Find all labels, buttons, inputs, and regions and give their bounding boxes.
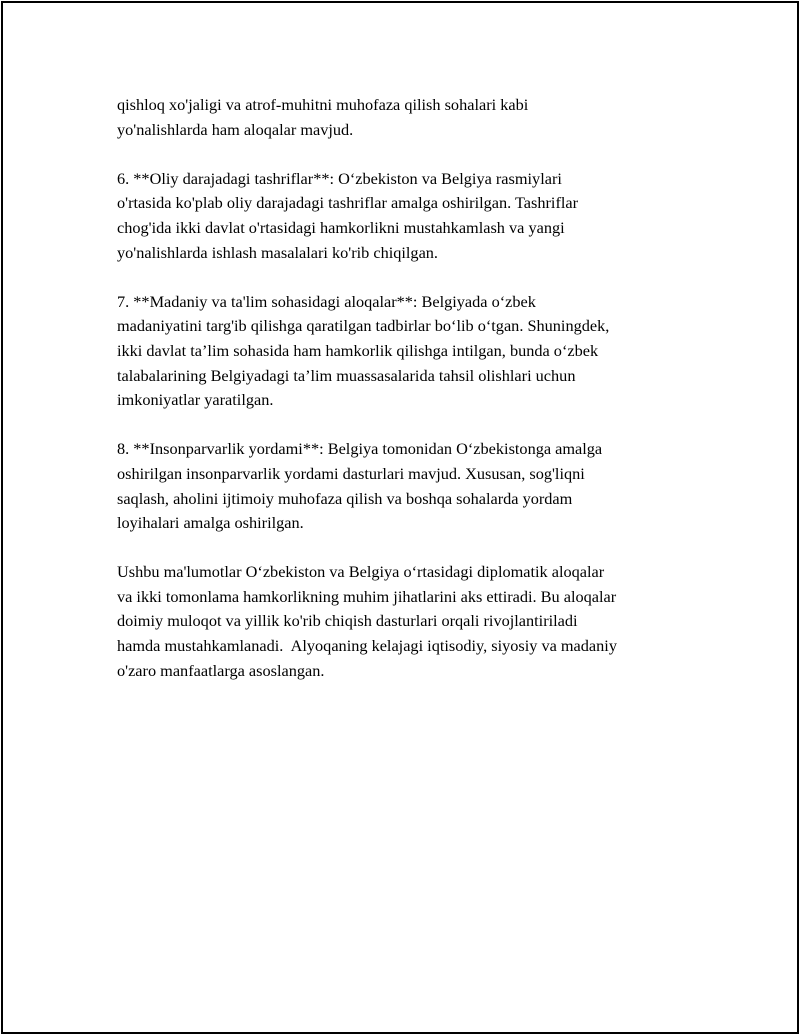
text-line: madaniyatini targ'ib qilishga qaratilgan tadbirlar bo‘lib o‘tgan. Shuningdek, [117,316,610,336]
text-line: 6. **Oliy darajadagi tashriflar**: O‘zbekiston va Belgiya rasmiylari [117,168,562,188]
text-line: loyihalari amalga oshirilgan. [117,513,304,533]
text-line: talabalarining Belgiyadagi ta’lim muassasalarida tahsil olishlari uchun [117,365,576,385]
paragraph-conclusion [117,560,697,683]
text-line: ikki davlat ta’lim sohasida ham hamkorlik qilishga intilgan, bunda o‘zbek [117,340,599,360]
text-line: yo'nalishlarda ishlash masalalari ko'rib chiqilgan. [117,242,439,262]
text-line: o'rtasida ko'plab oliy darajadagi tashriflar amalga oshirilgan. Tashriflar [117,193,579,213]
text-line: oshirilgan insonparvarlik yordami dasturlari mavjud. Xususan, sog'liqni [117,463,585,483]
paragraph-intro-continuation [117,93,697,142]
document-body [117,93,697,708]
paragraph-humanitarian-aid [117,437,697,535]
text-line: 7. **Madaniy va ta'lim sohasidagi aloqalar**: Belgiyada o‘zbek [117,291,536,311]
text-line: qishloq xo'jaligi va atrof-muhitni muhofaza qilish sohalari kabi [117,95,529,114]
paragraph-culture-education [117,290,697,413]
text-line: va ikki tomonlama hamkorlikning muhim jihatlarini aks ettiradi. Bu aloqalar [117,586,617,606]
text-line: yo'nalishlarda ham aloqalar mavjud. [117,119,354,139]
text-line: chog'ida ikki davlat o'rtasidagi hamkorlikni mustahkamlash va yangi [117,217,565,237]
text-line: imkoniyatlar yaratilgan. [117,390,274,410]
text-line: Ushbu ma'lumotlar O‘zbekiston va Belgiya o‘rtasidagi diplomatik aloqalar [117,562,605,582]
text-line: o'zaro manfaatlarga asoslangan. [117,660,325,680]
text-line: saqlash, aholini ijtimoiy muhofaza qilish va boshqa sohalarda yordam [117,488,573,508]
text-line: doimiy muloqot va yillik ko'rib chiqish dasturlari orqali rivojlantiriladi [117,611,578,631]
text-line: hamda mustahkamlanadi. Alyoqaning kelajagi iqtisodiy, siyosiy va madaniy [117,636,617,656]
text-line: 8. **Insonparvarlik yordami**: Belgiya tomonidan O‘zbekistonga amalga [117,439,603,459]
paragraph-high-level-visits [117,167,697,265]
